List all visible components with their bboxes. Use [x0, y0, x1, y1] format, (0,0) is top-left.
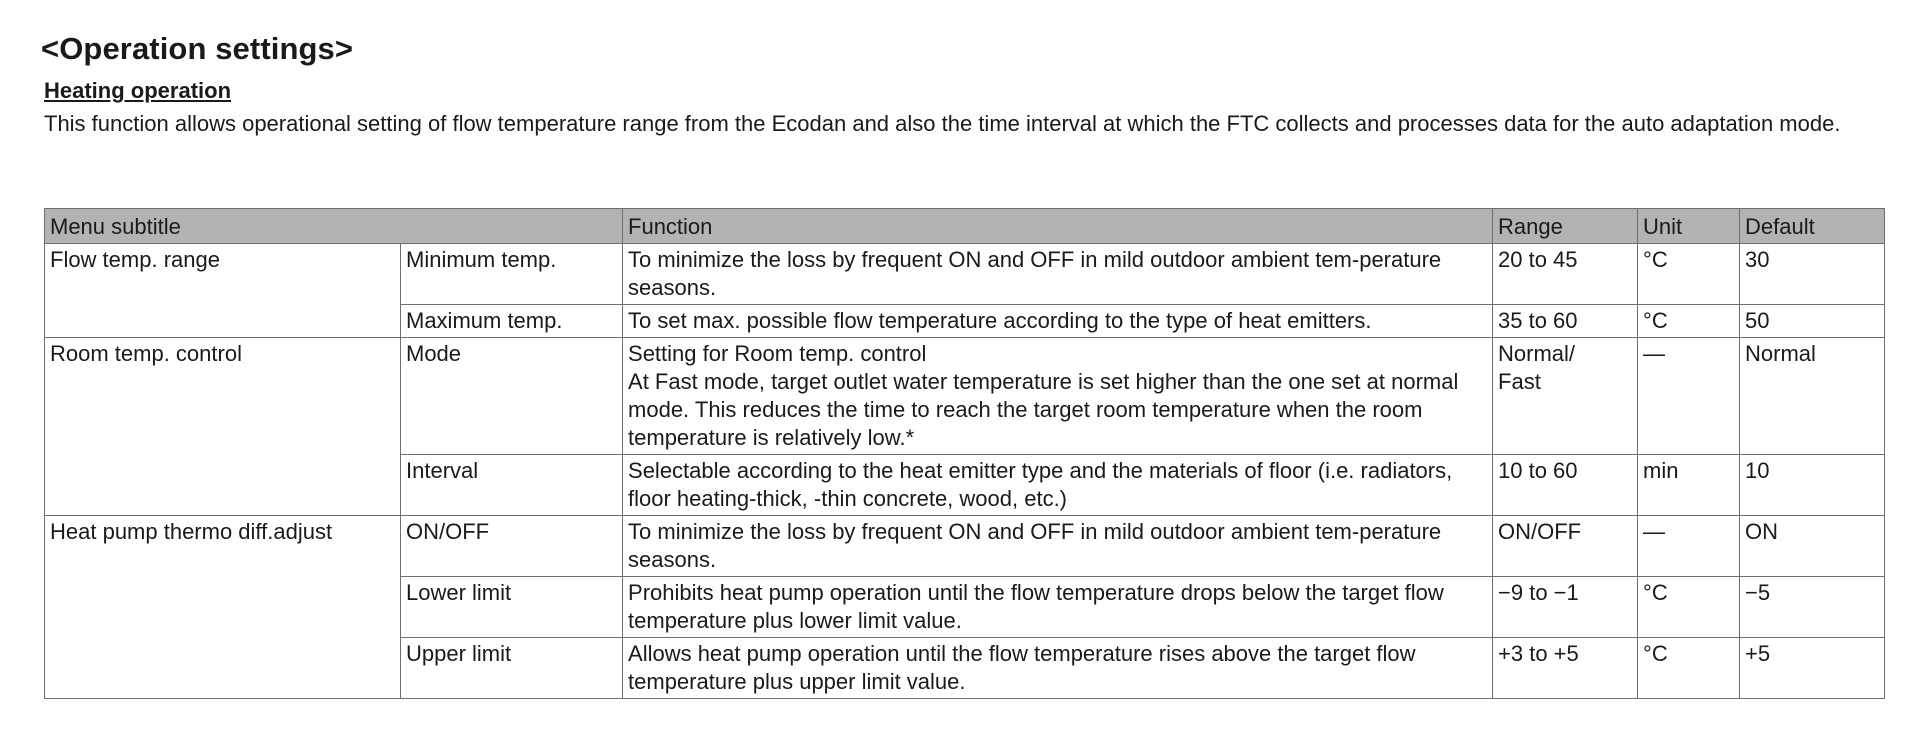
description-paragraph: This function allows operational setting of flow temperature range from the Ecodan and also the time interval at which the FTC collects and processes data for the auto adaptation mode. — [44, 111, 1841, 136]
function-cell: To minimize the loss by frequent ON and OFF in mild outdoor ambient tem-perature seasons. — [623, 516, 1493, 577]
header-function: Function — [623, 209, 1493, 244]
menu-item-cell: Minimum temp. — [401, 244, 623, 305]
default-cell: +5 — [1740, 638, 1885, 699]
function-cell — [623, 338, 1493, 455]
document-page — [41, 30, 1884, 694]
default-cell: 10 — [1740, 455, 1885, 516]
menu-item-cell: Upper limit — [401, 638, 623, 699]
menu-item-cell: Lower limit — [401, 577, 623, 638]
menu-group-cell: Room temp. control — [45, 338, 401, 516]
function-line: Setting for Room temp. control — [628, 341, 927, 366]
function-cell: To minimize the loss by frequent ON and OFF in mild outdoor ambient tem-perature seasons. — [623, 244, 1493, 305]
function-cell: To set max. possible flow temperature according to the type of heat emitters. — [623, 305, 1493, 338]
range-line: Normal/ — [1498, 341, 1576, 366]
range-cell: 35 to 60 — [1493, 305, 1638, 338]
range-cell: ON/OFF — [1493, 516, 1638, 577]
subsection-title: Heating operation — [44, 78, 232, 103]
function-cell: Prohibits heat pump operation until the flow temperature drops below the target flow temperature plus lower limit value. — [623, 577, 1493, 638]
unit-cell: °C — [1638, 244, 1740, 305]
menu-item-cell: Maximum temp. — [401, 305, 623, 338]
range-cell: +3 to +5 — [1493, 638, 1638, 699]
section-title: <Operation settings> — [41, 31, 354, 66]
header-menu-subtitle: Menu subtitle — [45, 209, 623, 244]
unit-cell: °C — [1638, 305, 1740, 338]
table-row — [45, 338, 1885, 455]
operation-settings-table — [44, 208, 1885, 699]
range-cell: −9 to −1 — [1493, 577, 1638, 638]
unit-cell: °C — [1638, 577, 1740, 638]
range-line: Fast — [1498, 369, 1541, 394]
unit-cell: °C — [1638, 638, 1740, 699]
default-cell: 50 — [1740, 305, 1885, 338]
table-row — [45, 244, 1885, 305]
range-cell — [1493, 338, 1638, 455]
menu-item-cell: Mode — [401, 338, 623, 455]
default-cell: Normal — [1740, 338, 1885, 455]
range-cell: 10 to 60 — [1493, 455, 1638, 516]
function-cell: Allows heat pump operation until the flow temperature rises above the target flow temperature plus upper limit value. — [623, 638, 1493, 699]
unit-cell: min — [1638, 455, 1740, 516]
header-range: Range — [1493, 209, 1638, 244]
unit-cell: — — [1638, 338, 1740, 455]
function-cell: Selectable according to the heat emitter type and the materials of floor (i.e. radiators, floor heating-thick, -thin concrete, wood, etc.) — [623, 455, 1493, 516]
menu-item-cell: ON/OFF — [401, 516, 623, 577]
menu-item-cell: Interval — [401, 455, 623, 516]
menu-group-cell: Heat pump thermo diff.adjust — [45, 516, 401, 699]
table-row — [45, 516, 1885, 577]
default-cell: −5 — [1740, 577, 1885, 638]
header-unit: Unit — [1638, 209, 1740, 244]
default-cell: 30 — [1740, 244, 1885, 305]
function-text: At Fast mode, target outlet water temperature is set higher than the one set at normal mode. This reduces the time to reach the target room temperature when the room temperature is relatively low.* — [628, 369, 1459, 450]
menu-group-cell: Flow temp. range — [45, 244, 401, 338]
table-header-row — [45, 209, 1885, 244]
unit-cell: — — [1638, 516, 1740, 577]
header-default: Default — [1740, 209, 1885, 244]
default-cell: ON — [1740, 516, 1885, 577]
range-cell: 20 to 45 — [1493, 244, 1638, 305]
